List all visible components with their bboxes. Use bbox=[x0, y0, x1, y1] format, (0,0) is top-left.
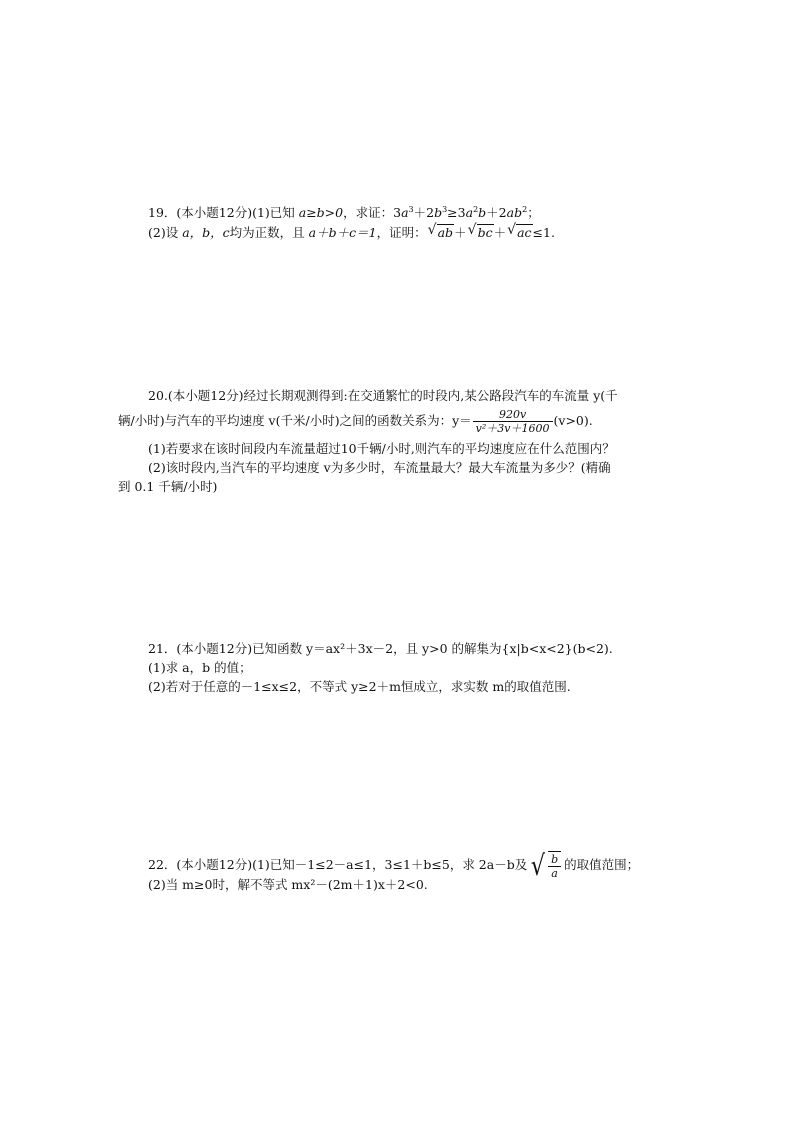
q20-fraction bbox=[473, 408, 553, 435]
q19-prove-label: ，求证：3 bbox=[343, 205, 402, 220]
q20-denominator: v²＋3v＋1600 bbox=[473, 421, 553, 435]
q19-leq: ≤1. bbox=[532, 225, 555, 240]
q21-line3: (2)若对于任意的－1≤x≤2，不等式 y≥2＋m恒成立，求实数 m的取值范围. bbox=[148, 679, 571, 694]
q22-denominator: a bbox=[548, 866, 561, 880]
q19-sum: a＋b＋c＝1 bbox=[308, 225, 377, 240]
q22-numerator: b bbox=[551, 853, 559, 866]
q20-numerator: 920v bbox=[498, 408, 527, 421]
q19-condition: a≥b>0 bbox=[298, 205, 344, 220]
q19-positive: 均为正数，且 bbox=[229, 225, 309, 240]
q20-line1: 20.(本小题12分)经过长期观测得到:在交通繁忙的时段内,某公路段汽车的车流量 y(千 bbox=[148, 388, 618, 403]
q20-line4: (2)该时段内,当汽车的平均速度 v为多少时，车流量最大？最大车流量为多少？(精确 bbox=[148, 460, 611, 475]
q19-line1: 19．(本小题12分)(1)已知 a≥b>0，求证：$3a^3+2b^3\ge 3a^2b+2ab^2$； bbox=[148, 205, 540, 220]
q20-line2 bbox=[118, 408, 593, 435]
q19-prove: ，证明： bbox=[376, 225, 427, 240]
q20-line5: 到 0.1 千辆/小时) bbox=[118, 479, 218, 494]
sqrt-ac: √ ac bbox=[507, 224, 532, 242]
q19-vars: a，b，c bbox=[182, 225, 230, 240]
q19-geq: ≥3 bbox=[447, 205, 466, 220]
q21-line2: (1)求 a，b 的值； bbox=[148, 660, 252, 675]
q21-line1: 21．(本小题12分)已知函数 y＝ax²＋3x－2，且 y>0 的解集为{x|b<x<2}(b<2). bbox=[148, 641, 613, 656]
q20-domain: (v>0). bbox=[553, 413, 593, 428]
sqrt-bc: √ bc bbox=[468, 224, 494, 242]
q22-intro: 22．(本小题12分)(1)已知－1≤2－a≤1，3≤1＋b≤5，求 2a－b及 bbox=[148, 857, 528, 872]
q22-line2: (2)当 m≥0时，解不等式 mx²－(2m＋1)x＋2<0. bbox=[148, 877, 428, 892]
q19-intro: 19．(本小题12分)(1)已知 bbox=[148, 205, 299, 220]
q22-sqrt-fraction: √ $\frac{b}{a}$ bbox=[529, 851, 562, 880]
sqrt-ab: √ ab bbox=[428, 224, 454, 242]
q19-line2: (2)设 a，b，c均为正数，且 a＋b＋c＝1，证明：√ ab＋√ bc＋√ ac≤1. bbox=[148, 224, 555, 242]
q19-part2-intro: (2)设 bbox=[148, 225, 183, 240]
q19-end: ； bbox=[527, 205, 540, 220]
q20-line3: (1)若要求在该时间段内车流量超过10千辆/小时,则汽车的平均速度应在什么范围内？ bbox=[148, 441, 615, 456]
q22-range: 的取值范围； bbox=[564, 857, 640, 872]
q20-relation: 辆/小时)与汽车的平均速度 v(千米/小时)之间的函数关系为：y＝ bbox=[118, 413, 472, 428]
